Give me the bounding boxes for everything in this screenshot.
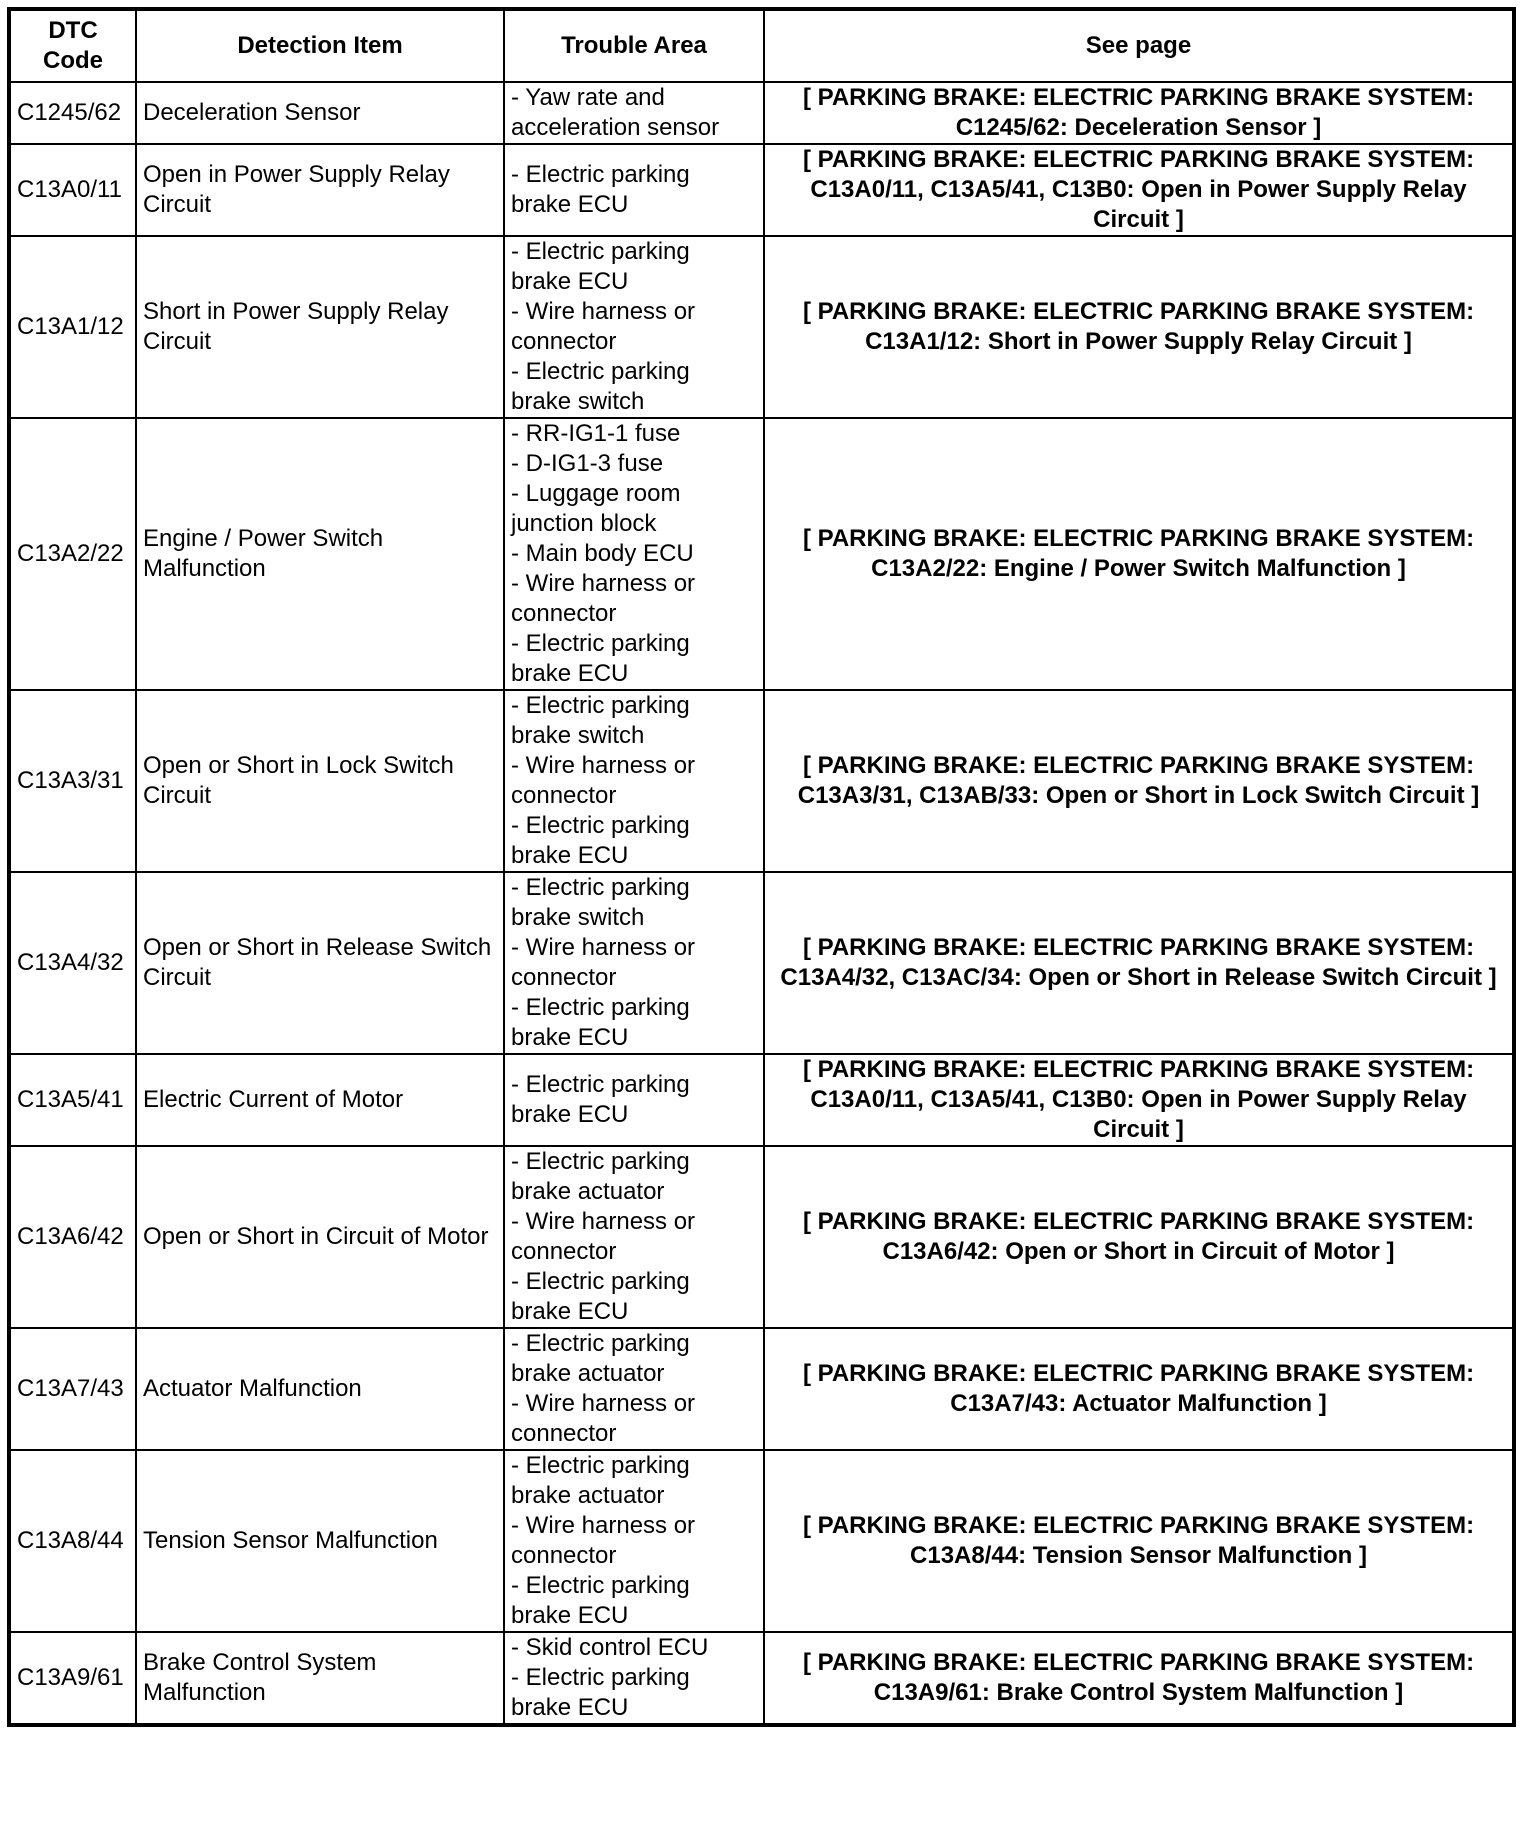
trouble-area-line: - Electric parking	[511, 1330, 690, 1357]
see-page-link[interactable]: [ PARKING BRAKE: ELECTRIC PARKING BRAKE SYSTEM: C1245/62: Deceleration Sensor ]	[764, 82, 1514, 144]
table-row	[9, 1632, 1514, 1725]
trouble-area-line: - Electric parking	[511, 874, 690, 901]
dtc-code-cell: C13A2/22	[9, 418, 136, 690]
trouble-area-line: - Main body ECU	[511, 540, 694, 567]
dtc-code-cell: C13A5/41	[9, 1054, 136, 1146]
trouble-area-line: - Skid control ECU	[511, 1634, 709, 1661]
trouble-area-line: connector	[511, 600, 617, 627]
table-body	[9, 82, 1514, 1725]
detection-item-cell: Open or Short in Circuit of Motor	[136, 1146, 504, 1328]
trouble-area-cell	[504, 236, 764, 418]
trouble-area-line: brake switch	[511, 388, 645, 415]
trouble-area-cell	[504, 144, 764, 236]
trouble-area-line: - Electric parking	[511, 1664, 690, 1691]
trouble-area-line: - Electric parking	[511, 692, 690, 719]
trouble-area-line: - Electric parking	[511, 1071, 690, 1098]
dtc-code-cell: C13A6/42	[9, 1146, 136, 1328]
trouble-area-line: - Wire harness or	[511, 752, 696, 779]
trouble-area-line: - Luggage room	[511, 480, 681, 507]
trouble-area-line: - Electric parking	[511, 161, 690, 188]
detection-item-cell: Short in Power Supply Relay Circuit	[136, 236, 504, 418]
dtc-code-cell: C13A7/43	[9, 1328, 136, 1450]
trouble-area-line: brake ECU	[511, 191, 629, 218]
see-page-link[interactable]: [ PARKING BRAKE: ELECTRIC PARKING BRAKE SYSTEM: C13A3/31, C13AB/33: Open or Short in Lock Switch Circuit ]	[764, 690, 1514, 872]
see-page-link[interactable]: [ PARKING BRAKE: ELECTRIC PARKING BRAKE SYSTEM: C13A0/11, C13A5/41, C13B0: Open in Power Supply Relay Circuit ]	[764, 1054, 1514, 1146]
trouble-area-line: brake ECU	[511, 268, 629, 295]
header-row	[9, 9, 1514, 82]
trouble-area-line: - Electric parking	[511, 238, 690, 265]
trouble-area-line: - Electric parking	[511, 630, 690, 657]
trouble-area-line: - Wire harness or	[511, 1390, 696, 1417]
see-page-link[interactable]: [ PARKING BRAKE: ELECTRIC PARKING BRAKE SYSTEM: C13A4/32, C13AC/34: Open or Short in Release Switch Circuit ]	[764, 872, 1514, 1054]
trouble-area-line: brake actuator	[511, 1360, 665, 1387]
trouble-area-line: brake actuator	[511, 1482, 665, 1509]
trouble-area-line: connector	[511, 1420, 617, 1447]
trouble-area-line: connector	[511, 782, 617, 809]
detection-item-cell: Engine / Power Switch Malfunction	[136, 418, 504, 690]
trouble-area-cell	[504, 690, 764, 872]
detection-item-cell: Brake Control System Malfunction	[136, 1632, 504, 1725]
trouble-area-line: - Electric parking	[511, 994, 690, 1021]
trouble-area-line: - Wire harness or	[511, 570, 696, 597]
trouble-area-line: brake ECU	[511, 1602, 629, 1629]
table-row	[9, 1450, 1514, 1632]
see-page-link[interactable]: [ PARKING BRAKE: ELECTRIC PARKING BRAKE SYSTEM: C13A9/61: Brake Control System Malfunction ]	[764, 1632, 1514, 1725]
trouble-area-line: - RR-IG1-1 fuse	[511, 420, 681, 447]
dtc-code-cell: C13A3/31	[9, 690, 136, 872]
trouble-area-line: - Electric parking	[511, 1452, 690, 1479]
trouble-area-line: brake switch	[511, 904, 645, 931]
table-row	[9, 872, 1514, 1054]
detection-item-cell: Open in Power Supply Relay Circuit	[136, 144, 504, 236]
dtc-table-container	[7, 7, 1512, 1727]
table-row	[9, 144, 1514, 236]
table-row	[9, 690, 1514, 872]
dtc-table	[7, 7, 1516, 1727]
trouble-area-line: - Wire harness or	[511, 934, 696, 961]
see-page-link[interactable]: [ PARKING BRAKE: ELECTRIC PARKING BRAKE SYSTEM: C13A8/44: Tension Sensor Malfunction ]	[764, 1450, 1514, 1632]
trouble-area-cell	[504, 1054, 764, 1146]
trouble-area-cell	[504, 872, 764, 1054]
header-dtc-code: DTC Code	[9, 9, 136, 82]
dtc-code-cell: C13A1/12	[9, 236, 136, 418]
table-row	[9, 1146, 1514, 1328]
trouble-area-line: - Wire harness or	[511, 1512, 696, 1539]
trouble-area-line: brake ECU	[511, 1101, 629, 1128]
dtc-code-cell: C13A9/61	[9, 1632, 136, 1725]
trouble-area-line: connector	[511, 1542, 617, 1569]
trouble-area-line: - Wire harness or	[511, 298, 696, 325]
trouble-area-line: - Electric parking	[511, 812, 690, 839]
detection-item-cell: Actuator Malfunction	[136, 1328, 504, 1450]
trouble-area-line: connector	[511, 964, 617, 991]
trouble-area-line: - D-IG1-3 fuse	[511, 450, 664, 477]
trouble-area-line: brake ECU	[511, 1024, 629, 1051]
trouble-area-cell	[504, 82, 764, 144]
trouble-area-line: brake ECU	[511, 1298, 629, 1325]
see-page-link[interactable]: [ PARKING BRAKE: ELECTRIC PARKING BRAKE SYSTEM: C13A2/22: Engine / Power Switch Malfunction ]	[764, 418, 1514, 690]
detection-item-cell: Deceleration Sensor	[136, 82, 504, 144]
see-page-link[interactable]: [ PARKING BRAKE: ELECTRIC PARKING BRAKE SYSTEM: C13A1/12: Short in Power Supply Relay Circuit ]	[764, 236, 1514, 418]
trouble-area-line: junction block	[511, 510, 657, 537]
table-row	[9, 418, 1514, 690]
dtc-code-cell: C13A8/44	[9, 1450, 136, 1632]
trouble-area-line: acceleration sensor	[511, 114, 720, 141]
trouble-area-line: connector	[511, 328, 617, 355]
dtc-code-cell: C1245/62	[9, 82, 136, 144]
trouble-area-cell	[504, 1328, 764, 1450]
trouble-area-line: - Electric parking	[511, 1268, 690, 1295]
header-trouble-area: Trouble Area	[504, 9, 764, 82]
detection-item-cell: Electric Current of Motor	[136, 1054, 504, 1146]
header-see-page: See page	[764, 9, 1514, 82]
trouble-area-line: brake switch	[511, 722, 645, 749]
trouble-area-line: brake ECU	[511, 842, 629, 869]
table-row	[9, 82, 1514, 144]
table-row	[9, 1328, 1514, 1450]
trouble-area-cell	[504, 1632, 764, 1725]
trouble-area-line: brake actuator	[511, 1178, 665, 1205]
see-page-link[interactable]: [ PARKING BRAKE: ELECTRIC PARKING BRAKE SYSTEM: C13A7/43: Actuator Malfunction ]	[764, 1328, 1514, 1450]
dtc-code-cell: C13A0/11	[9, 144, 136, 236]
trouble-area-line: connector	[511, 1238, 617, 1265]
trouble-area-line: - Electric parking	[511, 358, 690, 385]
detection-item-cell: Open or Short in Release Switch Circuit	[136, 872, 504, 1054]
detection-item-cell: Open or Short in Lock Switch Circuit	[136, 690, 504, 872]
see-page-link[interactable]: [ PARKING BRAKE: ELECTRIC PARKING BRAKE SYSTEM: C13A6/42: Open or Short in Circuit of Motor ]	[764, 1146, 1514, 1328]
trouble-area-cell	[504, 1146, 764, 1328]
trouble-area-cell	[504, 418, 764, 690]
trouble-area-line: brake ECU	[511, 660, 629, 687]
trouble-area-line: - Electric parking	[511, 1572, 690, 1599]
trouble-area-line: - Wire harness or	[511, 1208, 696, 1235]
trouble-area-line: - Yaw rate and	[511, 84, 665, 111]
detection-item-cell: Tension Sensor Malfunction	[136, 1450, 504, 1632]
header-detection-item: Detection Item	[136, 9, 504, 82]
trouble-area-cell	[504, 1450, 764, 1632]
table-row	[9, 1054, 1514, 1146]
dtc-code-cell: C13A4/32	[9, 872, 136, 1054]
see-page-link[interactable]: [ PARKING BRAKE: ELECTRIC PARKING BRAKE SYSTEM: C13A0/11, C13A5/41, C13B0: Open in Power Supply Relay Circuit ]	[764, 144, 1514, 236]
trouble-area-line: brake ECU	[511, 1694, 629, 1721]
table-row	[9, 236, 1514, 418]
trouble-area-line: - Electric parking	[511, 1148, 690, 1175]
